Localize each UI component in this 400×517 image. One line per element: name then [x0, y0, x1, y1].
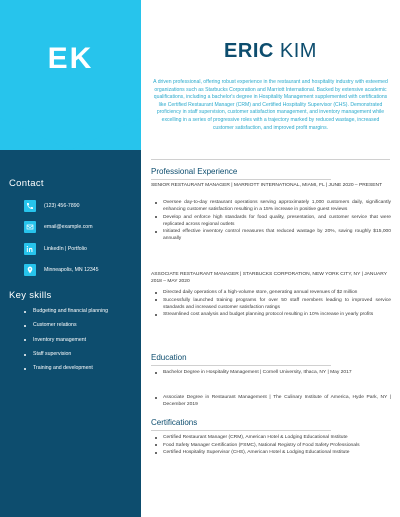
job-bullet: Streamlined cost analysis and budget planning protocol resulting in 10% increase in yearly profits — [151, 311, 391, 318]
contact-email[interactable] — [24, 220, 93, 233]
skills-list — [24, 308, 134, 379]
location-icon — [24, 264, 36, 276]
initials-banner — [0, 0, 141, 150]
skill-item: Budgeting and financial planning — [24, 308, 134, 316]
education-list — [151, 369, 391, 377]
certifications-list — [151, 434, 391, 457]
contact-heading: Contact — [9, 178, 44, 189]
email-text: email@example.com — [44, 223, 93, 230]
skills-heading: Key skills — [9, 290, 52, 301]
full-name — [141, 40, 400, 63]
email-icon — [24, 221, 36, 233]
skill-item: Training and development — [24, 365, 134, 373]
first-name: ERIC — [224, 40, 274, 62]
certification-item: Food Safety Manager Certification (FSMC), National Registry of Food Safety Professionals — [151, 442, 391, 449]
last-name: KIM — [279, 40, 317, 62]
linkedin-text: LinkedIn | Portfolio — [44, 245, 87, 252]
education-list — [151, 394, 391, 409]
job-bullets — [151, 199, 391, 243]
certification-item: Certified Hospitality Supervisor (CHS), American Hotel & Lodging Educational Institute — [151, 449, 391, 456]
location-text: Minneapolis, MN 12345 — [44, 266, 99, 273]
initials: EK — [47, 42, 94, 75]
education-item: Bachelor Degree in Hospitality Management | Cornell University, Ithaca, NY | May 2017 — [151, 369, 391, 376]
sidebar — [0, 0, 141, 517]
job-bullets — [151, 289, 391, 319]
divider — [151, 179, 331, 180]
contact-phone[interactable] — [24, 199, 79, 212]
job-bullet: Oversee day-to-day restaurant operations serving approximately 1,000 customers daily, significantly enhancing customer satisfaction resulting in a 15% increase in positive guest reviews — [151, 199, 391, 213]
linkedin-icon — [24, 243, 36, 255]
skill-item: Staff supervision — [24, 351, 134, 359]
education-item: Associate Degree in Restaurant Management | The Culinary Institute of America, Hyde Park, NY | December 2019 — [151, 394, 391, 408]
phone-text: (123) 456-7890 — [44, 202, 80, 209]
certifications-heading: Certifications — [151, 418, 198, 427]
divider — [151, 430, 331, 431]
divider — [151, 365, 331, 366]
education-heading: Education — [151, 353, 187, 362]
divider — [151, 159, 390, 160]
phone-icon — [24, 200, 36, 212]
certification-item: Certified Restaurant Manager (CRM), American Hotel & Lodging Educational Institute — [151, 434, 391, 441]
job-bullet: Develop and enforce high standards for food quality, presentation, and customer service that were replicated across regional outlets — [151, 214, 391, 228]
contact-location[interactable] — [24, 263, 99, 276]
skill-item: Inventory management — [24, 337, 134, 345]
skill-item: Customer relations — [24, 322, 134, 330]
summary: A driven professional, offering robust experience in the restaurant and hospitality industry with esteemed organizations such as Starbucks Corporation and Marriott International. Backed by extensive academic qualifications, including a bachelor's degree in Hospitality Management supplemented with certifications like Certified Restaurant Manager (CRM) and Certified Hospitality Supervisor (CHS). Demonstrated proficiency in staff supervision, customer satisfaction management, and inventory management while excelling in a series of progressive roles with a trajectory marked by reduced wastage, increased customer satisfaction, and improved profit margins. — [153, 79, 388, 131]
contact-linkedin[interactable] — [24, 242, 87, 255]
job-bullet: Successfully launched training programs for over 50 staff members leading to improved service standards and increased customer satisfaction ratings — [151, 297, 391, 311]
job-bullet: Initiated effective inventory control measures that reduced wastage by 20%, saving roughly $15,000 annually — [151, 228, 391, 242]
job-bullet: Directed daily operations of a high-volume store, generating annual revenues of $2 million — [151, 289, 391, 296]
main-content — [141, 0, 400, 517]
job-title: ASSOCIATE RESTAURANT MANAGER | STARBUCKS CORPORATION, NEW YORK CITY, NY | JANUARY 2018 – MAY 2020 — [151, 272, 387, 284]
experience-heading: Professional Experience — [151, 167, 238, 176]
job-title: SENIOR RESTAURANT MANAGER | MARRIOTT INTERNATIONAL, MIAMI, FL | JUNE 2020 – PRESENT — [151, 183, 383, 188]
